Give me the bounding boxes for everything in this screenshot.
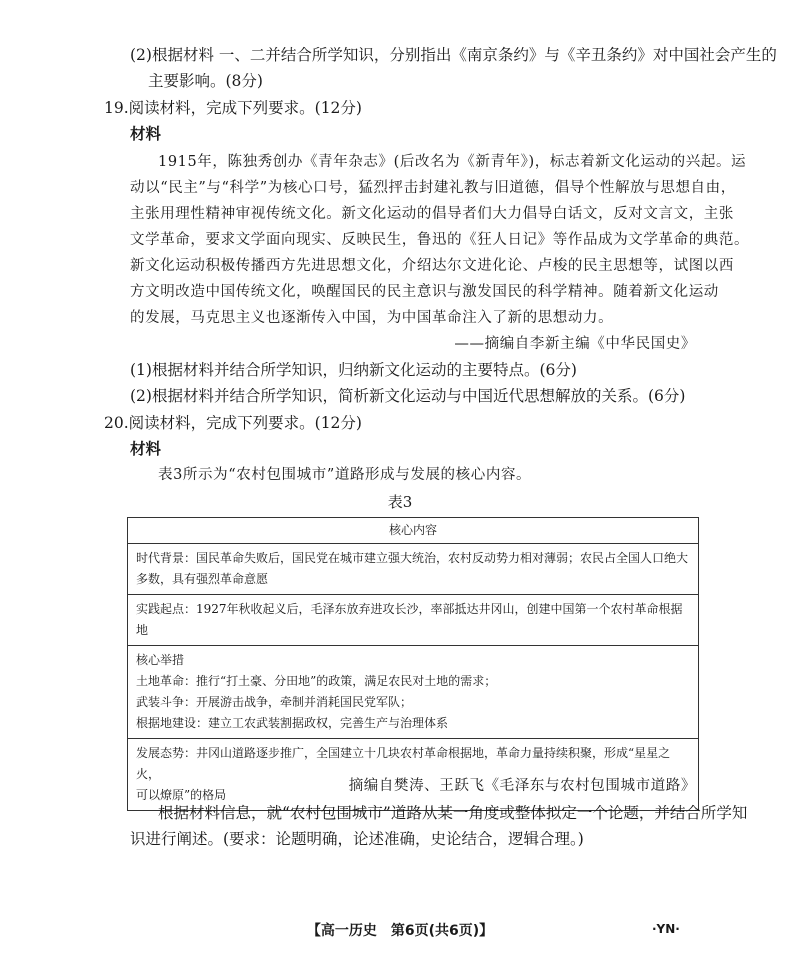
table-row <box>128 739 699 811</box>
table-cell-measures <box>128 646 699 739</box>
q19-sub1: (1)根据材料并结合所学知识，归纳新文化运动的主要特点。(6分) <box>130 361 577 379</box>
cell-line: 根据地建设：建立工农武装割据政权，完善生产与治理体系 <box>136 716 449 730</box>
cell-line: 时代背景：国民革命失败后，国民党在城市建立强大统治，农村反动势力相对薄弱；农民占全国人口绝大 <box>136 551 689 565</box>
table-cell-trend <box>128 739 699 811</box>
q18-sub2-line1: (2)根据材料 一、二并结合所学知识，分别指出《南京条约》与《辛丑条约》对中国社会产生的 <box>130 46 777 64</box>
q19-sub2: (2)根据材料并结合所学知识，简析新文化运动与中国近代思想解放的关系。(6分) <box>130 387 686 405</box>
q19-paragraph-line: 1915年，陈独秀创办《青年杂志》(后改名为《新青年》)，标志着新文化运动的兴起。运 <box>158 154 747 170</box>
q19-paragraph-line: 动以“民主”与“科学”为核心口号，猛烈抨击封建礼教与旧道德，倡导个性解放与思想自由， <box>130 180 736 196</box>
q19-source: ——摘编自李新主编《中华民国史》 <box>454 336 696 352</box>
cell-line: 武装斗争：开展游击战争，牵制并消耗国民党军队； <box>136 695 413 709</box>
cell-line: 土地革命：推行“打土豪、分田地”的政策，满足农民对土地的需求； <box>136 674 497 688</box>
table-row <box>128 544 699 595</box>
table-header-row <box>128 518 699 544</box>
q19-paragraph-line: 新文化运动积极传播西方先进思想文化，介绍达尔文进化论、卢梭的民主思想等，试图以西 <box>130 258 734 274</box>
cell-line: 发展态势：井冈山道路逐步推广，全国建立十几块农村革命根据地，革命力量持续积聚，形成“星星之火， <box>136 746 671 781</box>
table-row <box>128 646 699 739</box>
table-cell-background <box>128 544 699 595</box>
q19-header: 19.阅读材料，完成下列要求。(12分) <box>104 99 362 117</box>
core-content-table <box>127 517 699 811</box>
table-row <box>128 595 699 646</box>
table-header: 核心内容 <box>128 518 699 544</box>
q19-paragraph-line: 文学革命，要求文学面向现实、反映民生，鲁迅的《狂人日记》等作品成为文学革命的典范。 <box>130 232 750 248</box>
q20-material-label: 材料 <box>130 439 162 458</box>
q20-source: 摘编自樊涛、王跃飞《毛泽东与农村包围城市道路》 <box>348 778 696 794</box>
q20-question-line: 根据材料信息，就“农村包围城市”道路从某一角度或整体拟定一个论题，并结合所学知 <box>158 804 748 822</box>
q19-material-label: 材料 <box>130 124 162 143</box>
q18-sub2-line2: 主要影响。(8分) <box>148 72 263 90</box>
q20-header: 20.阅读材料，完成下列要求。(12分) <box>104 414 362 432</box>
q19-paragraph-line: 的发展，马克思主义也逐渐传入中国，为中国革命注入了新的思想动力。 <box>130 310 614 326</box>
q19-paragraph-line: 方文明改造中国传统文化，唤醒国民的民主意识与激发国民的科学精神。随着新文化运动 <box>130 284 719 300</box>
cell-line: 实践起点：1927年秋收起义后，毛泽东放弃进攻长沙，率部抵达井冈山，创建中国第一个农村革命根据地 <box>136 602 683 637</box>
cell-line: 可以燎原”的格局 <box>136 788 227 802</box>
footer-mark: ·YN· <box>652 922 680 936</box>
cell-line: 核心举措 <box>136 653 185 667</box>
q20-question-line: 识进行阐述。(要求：论题明确，论述准确，史论结合，逻辑合理。) <box>130 830 584 848</box>
page-footer: 【高一历史 第6页(共6页)】 <box>306 923 494 939</box>
cell-line: 多数，具有强烈革命意愿 <box>136 572 269 586</box>
table-caption: 表3 <box>387 493 413 511</box>
q20-intro: 表3所示为“农村包围城市”道路形成与发展的核心内容。 <box>158 467 532 483</box>
table-cell-start <box>128 595 699 646</box>
q19-paragraph-line: 主张用理性精神审视传统文化。新文化运动的倡导者们大力倡导白话文，反对文言文，主张 <box>130 206 734 222</box>
